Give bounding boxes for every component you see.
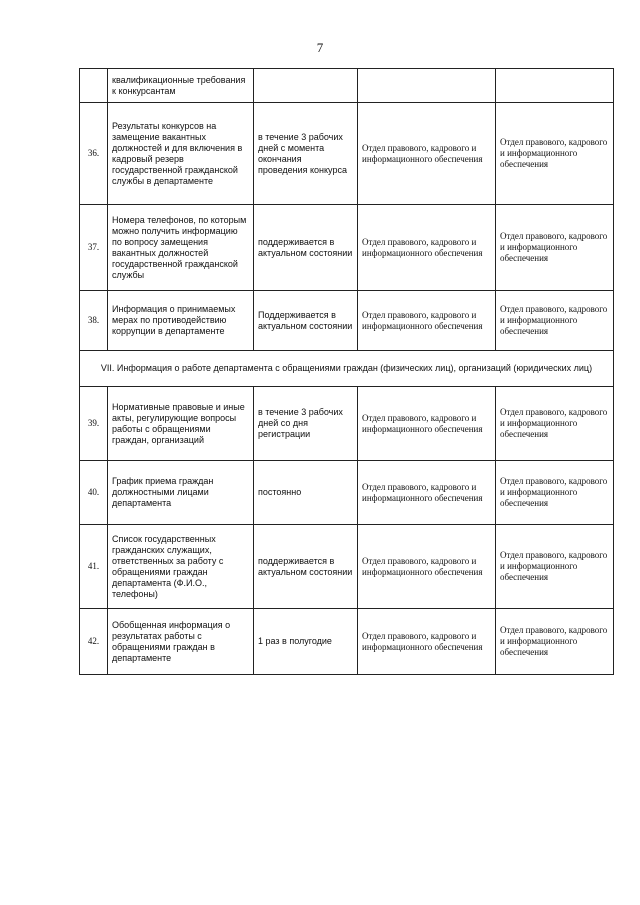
information-table: [79, 68, 614, 675]
table-row: [80, 525, 614, 609]
row-number: 41.: [80, 525, 108, 609]
row-number: 40.: [80, 461, 108, 525]
row-term: постоянно: [254, 461, 358, 525]
row-term: в течение 3 рабочих дней со дня регистрации: [254, 387, 358, 461]
row-responsible: [358, 69, 496, 103]
row-responsible: Отдел правового, кадрового и информационного обеспечения: [358, 525, 496, 609]
row-provider: Отдел правового, кадрового и информационного обеспечения: [496, 103, 614, 205]
section-heading: VII. Информация о работе департамента с обращениями граждан (физических лиц), организаций (юридических лиц): [80, 351, 614, 387]
row-name: Результаты конкурсов на замещение вакантных должностей и для включения в кадровый резерв государственной гражданской службы в департаменте: [108, 103, 254, 205]
row-number: 42.: [80, 609, 108, 675]
row-provider: Отдел правового, кадрового и информационного обеспечения: [496, 205, 614, 291]
row-number: 39.: [80, 387, 108, 461]
row-provider: Отдел правового, кадрового и информационного обеспечения: [496, 461, 614, 525]
row-name: График приема граждан должностными лицами департамента: [108, 461, 254, 525]
table-row: [80, 103, 614, 205]
row-term: 1 раз в полугодие: [254, 609, 358, 675]
row-responsible: Отдел правового, кадрового и информационного обеспечения: [358, 609, 496, 675]
row-term: в течение 3 рабочих дней с момента окончания проведения конкурса: [254, 103, 358, 205]
row-name: Список государственных гражданских служащих, ответственных за работу с обращениями граждан департамента (Ф.И.О., телефоны): [108, 525, 254, 609]
row-term: поддерживается в актуальном состоянии: [254, 205, 358, 291]
row-responsible: Отдел правового, кадрового и информационного обеспечения: [358, 291, 496, 351]
table-row: [80, 387, 614, 461]
row-term: поддерживается в актуальном состоянии: [254, 525, 358, 609]
row-term: Поддерживается в актуальном состоянии: [254, 291, 358, 351]
row-responsible: Отдел правового, кадрового и информационного обеспечения: [358, 103, 496, 205]
table-row: [80, 291, 614, 351]
row-provider: Отдел правового, кадрового и информационного обеспечения: [496, 291, 614, 351]
row-name: квалификационные требования к конкурсантам: [108, 69, 254, 103]
row-name: Информация о принимаемых мерах по противодействию коррупции в департаменте: [108, 291, 254, 351]
row-number: [80, 69, 108, 103]
row-provider: Отдел правового, кадрового и информационного обеспечения: [496, 609, 614, 675]
row-provider: [496, 69, 614, 103]
page-number: 7: [316, 40, 324, 55]
table-row: [80, 461, 614, 525]
section-row: [80, 351, 614, 387]
row-responsible: Отдел правового, кадрового и информационного обеспечения: [358, 461, 496, 525]
table-row: [80, 69, 614, 103]
row-provider: Отдел правового, кадрового и информационного обеспечения: [496, 525, 614, 609]
row-responsible: Отдел правового, кадрового и информационного обеспечения: [358, 205, 496, 291]
row-name: Нормативные правовые и иные акты, регулирующие вопросы работы с обращениями граждан, организаций: [108, 387, 254, 461]
table-row: [80, 205, 614, 291]
row-number: 37.: [80, 205, 108, 291]
row-number: 36.: [80, 103, 108, 205]
table-row: [80, 609, 614, 675]
row-number: 38.: [80, 291, 108, 351]
row-name: Обобщенная информация о результатах работы с обращениями граждан в департаменте: [108, 609, 254, 675]
row-provider: Отдел правового, кадрового и информационного обеспечения: [496, 387, 614, 461]
row-responsible: Отдел правового, кадрового и информационного обеспечения: [358, 387, 496, 461]
row-name: Номера телефонов, по которым можно получить информацию по вопросу замещения вакантных должностей государственной гражданской службы: [108, 205, 254, 291]
row-term: [254, 69, 358, 103]
